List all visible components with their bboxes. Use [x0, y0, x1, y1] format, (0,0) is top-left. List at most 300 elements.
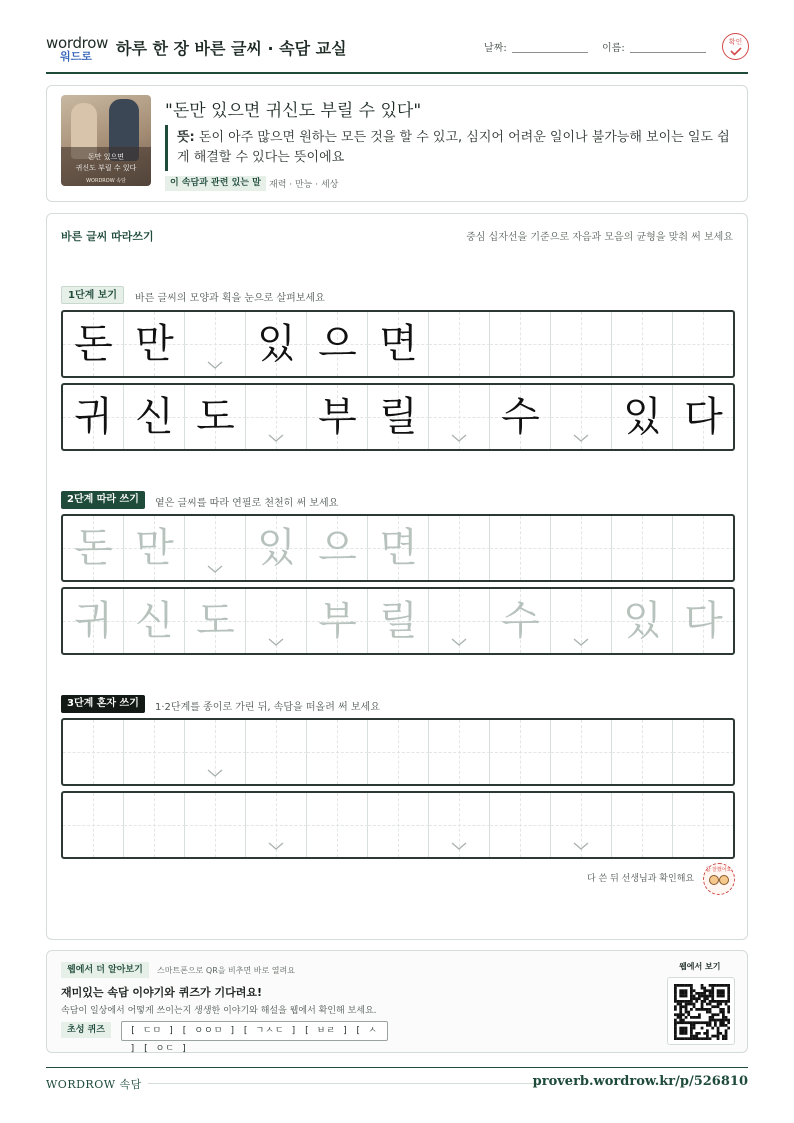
qr-module [717, 992, 720, 995]
qr-module [677, 1021, 680, 1024]
grid-cell [63, 312, 124, 376]
date-field[interactable] [512, 52, 588, 53]
qr-module [701, 1021, 704, 1024]
grid-cell[interactable] [307, 516, 368, 580]
qr-module [727, 1019, 730, 1022]
qr-module [690, 1021, 693, 1024]
grid-cell[interactable] [246, 720, 307, 784]
qr-module [706, 1008, 709, 1011]
qr-module [698, 1016, 701, 1019]
qr-module [685, 1037, 688, 1040]
qr-module [711, 992, 714, 995]
grid-cell[interactable] [124, 793, 185, 857]
qr-module [690, 989, 693, 992]
qr-module [719, 984, 722, 987]
space-marker-icon [207, 564, 223, 574]
grid-cell[interactable] [612, 720, 673, 784]
qr-module [706, 1003, 709, 1006]
qr-module [703, 1008, 706, 1011]
practice-glyph: 귀 [74, 598, 113, 644]
practice-glyph: 면 [379, 321, 418, 367]
grid-cell [429, 385, 490, 449]
qr-module [687, 984, 690, 987]
cell-horizontal-guide [673, 548, 734, 549]
qr-module [719, 1003, 722, 1006]
qr-module [709, 989, 712, 992]
qr-module [674, 1029, 677, 1032]
cell-horizontal-guide [307, 825, 368, 826]
qr-module [727, 997, 730, 1000]
grid-cell[interactable] [490, 516, 551, 580]
qr-module [677, 1037, 680, 1040]
qr-module [709, 1019, 712, 1022]
qr-module [679, 1011, 682, 1014]
cell-horizontal-guide [490, 752, 551, 753]
meaning-accent-bar [165, 125, 168, 171]
practice-glyph: 귀 [74, 394, 113, 440]
space-marker-icon [451, 637, 467, 647]
qr-module [690, 997, 693, 1000]
qr-module [690, 984, 693, 987]
qr-module [719, 1011, 722, 1014]
meaning-label: 뜻: [177, 130, 195, 145]
qr-module [695, 1035, 698, 1038]
qr-module [693, 997, 696, 1000]
grid-cell[interactable] [612, 589, 673, 653]
qr-module [695, 1008, 698, 1011]
cell-horizontal-guide [63, 825, 124, 826]
qr-module [709, 995, 712, 998]
grid-cell[interactable] [429, 793, 490, 857]
qr-module [690, 1003, 693, 1006]
qr-module [674, 1037, 677, 1040]
qr-module [701, 1000, 704, 1003]
grid-cell[interactable] [429, 720, 490, 784]
practice-glyph: 있 [623, 394, 662, 440]
qr-module [690, 1029, 693, 1032]
stage1-row-1 [61, 310, 735, 378]
qr-module [682, 1037, 685, 1040]
qr-module [677, 1003, 680, 1006]
grid-cell [612, 385, 673, 449]
grid-cell[interactable] [307, 793, 368, 857]
qr-module [706, 1021, 709, 1024]
qr-module [717, 1035, 720, 1038]
stage2-row-1[interactable] [61, 514, 735, 582]
qr-module [674, 1008, 677, 1011]
qr-module [701, 995, 704, 998]
practice-glyph: 있 [623, 598, 662, 644]
cell-horizontal-guide [551, 344, 612, 345]
qr-module [706, 1037, 709, 1040]
grid-cell[interactable] [307, 589, 368, 653]
qr-module [698, 997, 701, 1000]
qr-module [711, 1019, 714, 1022]
space-marker-icon [573, 637, 589, 647]
grid-cell[interactable] [429, 516, 490, 580]
qr-module [711, 984, 714, 987]
cell-horizontal-guide [429, 752, 490, 753]
footer-divider [46, 1067, 748, 1068]
qr-module [674, 1024, 677, 1027]
qr-module [693, 1016, 696, 1019]
stage3-row-1[interactable] [61, 718, 735, 786]
cell-horizontal-guide [124, 752, 185, 753]
practice-glyph: 릴 [379, 598, 418, 644]
qr-module [690, 1035, 693, 1038]
quiz-label: 초성 퀴즈 [61, 1022, 111, 1038]
grid-cell[interactable] [673, 589, 734, 653]
qr-module [679, 989, 682, 992]
qr-module [690, 1000, 693, 1003]
qr-module [698, 995, 701, 998]
grid-cell[interactable] [673, 516, 734, 580]
grid-cell[interactable] [124, 516, 185, 580]
grid-cell[interactable] [368, 720, 429, 784]
qr-module [674, 995, 677, 998]
grid-cell [185, 312, 246, 376]
qr-module [711, 995, 714, 998]
qr-module [674, 997, 677, 1000]
space-marker-icon [573, 841, 589, 851]
grid-cell[interactable] [490, 720, 551, 784]
qr-module [682, 995, 685, 998]
grid-cell [612, 312, 673, 376]
qr-module [714, 1035, 717, 1038]
grid-cell[interactable] [551, 720, 612, 784]
footer-url-link[interactable]: proverb.wordrow.kr/p/526810 [532, 1074, 748, 1089]
qr-module [727, 1027, 730, 1030]
cell-horizontal-guide [673, 752, 734, 753]
proverb-card [46, 85, 748, 202]
qr-module [711, 1000, 714, 1003]
qr-module [727, 1000, 730, 1003]
grid-cell[interactable] [368, 516, 429, 580]
qr-code-icon [674, 984, 730, 1040]
grid-cell[interactable] [63, 793, 124, 857]
qr-module [717, 1000, 720, 1003]
grid-cell[interactable] [612, 793, 673, 857]
checkmark-icon [730, 47, 742, 56]
grid-cell[interactable] [246, 793, 307, 857]
date-label: 날짜: [484, 43, 507, 54]
qr-module [714, 1019, 717, 1022]
cell-horizontal-guide [185, 344, 246, 345]
qr-module [682, 1019, 685, 1022]
qr-module [722, 1019, 725, 1022]
grid-cell[interactable] [673, 793, 734, 857]
qr-module [698, 1021, 701, 1024]
cell-horizontal-guide [246, 621, 307, 622]
qr-module [695, 1021, 698, 1024]
cell-horizontal-guide [185, 825, 246, 826]
qr-module [717, 984, 720, 987]
cell-horizontal-guide [429, 548, 490, 549]
qr-module [679, 1005, 682, 1008]
cell-horizontal-guide [612, 344, 673, 345]
qr-module [711, 1005, 714, 1008]
grid-cell [307, 385, 368, 449]
qr-module [703, 987, 706, 990]
grid-cell [673, 312, 734, 376]
qr-module [725, 1035, 728, 1038]
grid-cell [63, 385, 124, 449]
stage1-row-2 [61, 383, 735, 451]
grid-cell[interactable] [63, 589, 124, 653]
qr-module [711, 987, 714, 990]
qr-module [685, 1011, 688, 1014]
qr-module [701, 1003, 704, 1006]
grid-cell[interactable] [185, 516, 246, 580]
grid-cell[interactable] [551, 516, 612, 580]
qr-module [682, 1027, 685, 1030]
grid-cell[interactable] [63, 720, 124, 784]
qr-module [679, 984, 682, 987]
practice-glyph: 돈 [74, 525, 113, 571]
qr-module [698, 992, 701, 995]
qr-module [701, 987, 704, 990]
qr-module [725, 1024, 728, 1027]
qr-module [711, 997, 714, 1000]
qr-module [719, 989, 722, 992]
space-marker-icon [207, 768, 223, 778]
grid-cell[interactable] [185, 589, 246, 653]
cell-horizontal-guide [551, 621, 612, 622]
qr-module [687, 1000, 690, 1003]
page-title: 하루 한 장 바른 글씨 · 속담 교실 [116, 39, 347, 58]
practice-glyph: 부 [318, 394, 357, 440]
qr-module [719, 1024, 722, 1027]
cell-horizontal-guide [429, 344, 490, 345]
meaning-text: 돈이 아주 많으면 원하는 모든 것을 할 수 있고, 심지어 어려운 일이나 불가능해 보이는 일도 쉽게 해결할 수 있다는 뜻이에요 [177, 130, 730, 165]
qr-code[interactable] [667, 977, 735, 1045]
qr-module [690, 1016, 693, 1019]
qr-module [714, 1005, 717, 1008]
space-marker-icon [268, 433, 284, 443]
cell-horizontal-guide [551, 417, 612, 418]
grid-cell[interactable] [551, 793, 612, 857]
qr-module [693, 1027, 696, 1030]
practice-glyph: 신 [135, 394, 174, 440]
qr-module [685, 1029, 688, 1032]
qr-module [714, 1021, 717, 1024]
cell-horizontal-guide [368, 752, 429, 753]
grid-cell[interactable] [246, 516, 307, 580]
grid-cell[interactable] [490, 793, 551, 857]
qr-module [719, 1000, 722, 1003]
grid-cell[interactable] [124, 720, 185, 784]
qr-module [725, 1037, 728, 1040]
qr-module [722, 1037, 725, 1040]
qr-module [722, 984, 725, 987]
cell-horizontal-guide [490, 548, 551, 549]
practice-title: 바른 글씨 따라쓰기 [61, 230, 154, 243]
practice-glyph: 돈 [74, 321, 113, 367]
page-header [46, 30, 748, 74]
qr-module [719, 992, 722, 995]
qr-module [698, 1032, 701, 1035]
cell-horizontal-guide [185, 752, 246, 753]
qr-module [706, 997, 709, 1000]
qr-module [722, 1000, 725, 1003]
cell-horizontal-guide [612, 752, 673, 753]
qr-module [722, 995, 725, 998]
qr-module [674, 1035, 677, 1038]
web-headline: 재미있는 속담 이야기와 퀴즈가 기다려요! [61, 986, 262, 999]
related-words-tag: 이 속담과 관련 있는 말 [165, 176, 266, 191]
qr-module [682, 1029, 685, 1032]
grid-cell[interactable] [368, 589, 429, 653]
proverb-meaning [177, 128, 737, 168]
qr-module [674, 984, 677, 987]
space-marker-icon [268, 637, 284, 647]
space-marker-icon [207, 360, 223, 370]
grid-cell[interactable] [429, 589, 490, 653]
qr-module [703, 992, 706, 995]
grid-cell[interactable] [63, 516, 124, 580]
qr-module [703, 1000, 706, 1003]
grid-cell [368, 385, 429, 449]
grid-cell [246, 312, 307, 376]
cell-horizontal-guide [612, 825, 673, 826]
stage1-tag: 1단계 보기 [61, 286, 124, 304]
qr-module [725, 1032, 728, 1035]
qr-module [693, 1024, 696, 1027]
qr-module [685, 1016, 688, 1019]
qr-module [679, 1019, 682, 1022]
grid-cell[interactable] [551, 589, 612, 653]
qr-module [690, 1024, 693, 1027]
qr-module [722, 1024, 725, 1027]
wordrow-logo[interactable] [46, 34, 108, 64]
grid-cell[interactable] [490, 589, 551, 653]
qr-module [682, 1000, 685, 1003]
stage3-row-2[interactable] [61, 791, 735, 859]
qr-module [685, 1032, 688, 1035]
qr-module [679, 1013, 682, 1016]
qr-module [685, 1005, 688, 1008]
qr-module [679, 1032, 682, 1035]
grid-cell[interactable] [612, 516, 673, 580]
qr-module [711, 1016, 714, 1019]
cell-horizontal-guide [429, 621, 490, 622]
qr-module [674, 1013, 677, 1016]
practice-glyph: 으 [318, 525, 357, 571]
qr-module [674, 1027, 677, 1030]
footer-brand: WORDROW 속담 [46, 1078, 142, 1091]
cell-horizontal-guide [551, 825, 612, 826]
grid-cell[interactable] [246, 589, 307, 653]
name-field[interactable] [630, 52, 706, 53]
qr-module [698, 1013, 701, 1016]
qr-module [709, 1016, 712, 1019]
qr-module [677, 1016, 680, 1019]
cell-horizontal-guide [490, 344, 551, 345]
qr-module [711, 989, 714, 992]
practice-glyph: 만 [135, 321, 174, 367]
practice-glyph: 있 [257, 525, 296, 571]
grid-cell[interactable] [124, 589, 185, 653]
name-label: 이름: [602, 43, 625, 54]
stamp-face-left [709, 875, 719, 885]
qr-module [677, 1013, 680, 1016]
qr-module [677, 1000, 680, 1003]
qr-module [717, 1029, 720, 1032]
qr-module [695, 1016, 698, 1019]
web-promo-box [46, 950, 748, 1053]
qr-module [727, 995, 730, 998]
qr-module [685, 984, 688, 987]
grid-cell[interactable] [307, 720, 368, 784]
qr-module [725, 1003, 728, 1006]
cell-horizontal-guide [612, 548, 673, 549]
qr-module [717, 1005, 720, 1008]
qr-module [706, 1035, 709, 1038]
practice-panel [46, 213, 748, 940]
qr-module [706, 1011, 709, 1014]
qr-module [709, 1024, 712, 1027]
grid-cell [124, 385, 185, 449]
cell-horizontal-guide [551, 548, 612, 549]
grid-cell [551, 312, 612, 376]
qr-module [709, 984, 712, 987]
qr-module [674, 987, 677, 990]
logo-wordmark: wordrow [46, 34, 109, 52]
qr-module [701, 1008, 704, 1011]
grid-cell[interactable] [185, 793, 246, 857]
practice-glyph: 도 [196, 394, 235, 440]
qr-module [695, 1000, 698, 1003]
qr-module [727, 987, 730, 990]
qr-module [693, 1035, 696, 1038]
grid-cell [124, 312, 185, 376]
practice-glyph: 수 [501, 394, 540, 440]
practice-glyph: 으 [318, 321, 357, 367]
qr-module [701, 984, 704, 987]
grid-cell [490, 385, 551, 449]
qr-module [695, 1037, 698, 1040]
grid-cell[interactable] [673, 720, 734, 784]
stage2-row-2[interactable] [61, 587, 735, 655]
qr-module [693, 989, 696, 992]
qr-label: 웹에서 보기 [679, 962, 721, 971]
qr-module [674, 1000, 677, 1003]
qr-module [717, 995, 720, 998]
practice-glyph: 부 [318, 598, 357, 644]
qr-module [682, 992, 685, 995]
qr-module [679, 995, 682, 998]
grid-cell[interactable] [185, 720, 246, 784]
qr-module [725, 984, 728, 987]
qr-module [682, 989, 685, 992]
qr-module [701, 1005, 704, 1008]
initial-consonant-quiz: [ ㄷㅁ ] [ ㅇㅇㅁ ] [ ㄱㅅㄷ ] [ ㅂㄹ ] [ ㅅ ] [ ㅇㄷ ] [121, 1021, 388, 1041]
stage3-description: 1·2단계를 종이로 가린 뒤, 속담을 떠올려 써 보세요 [155, 702, 380, 713]
qr-module [687, 1011, 690, 1014]
qr-module [722, 1011, 725, 1014]
qr-module [679, 1008, 682, 1011]
qr-module [717, 1027, 720, 1030]
stage1-description: 바른 글씨의 모양과 획을 눈으로 살펴보세요 [135, 293, 325, 304]
qr-module [709, 1037, 712, 1040]
qr-module [727, 992, 730, 995]
grid-cell[interactable] [368, 793, 429, 857]
qr-module [674, 989, 677, 992]
qr-module [717, 989, 720, 992]
grid-cell [307, 312, 368, 376]
check-stamp-text: 확인 [728, 38, 743, 46]
illustration-caption-1: 돈만 있으면 [87, 153, 125, 161]
